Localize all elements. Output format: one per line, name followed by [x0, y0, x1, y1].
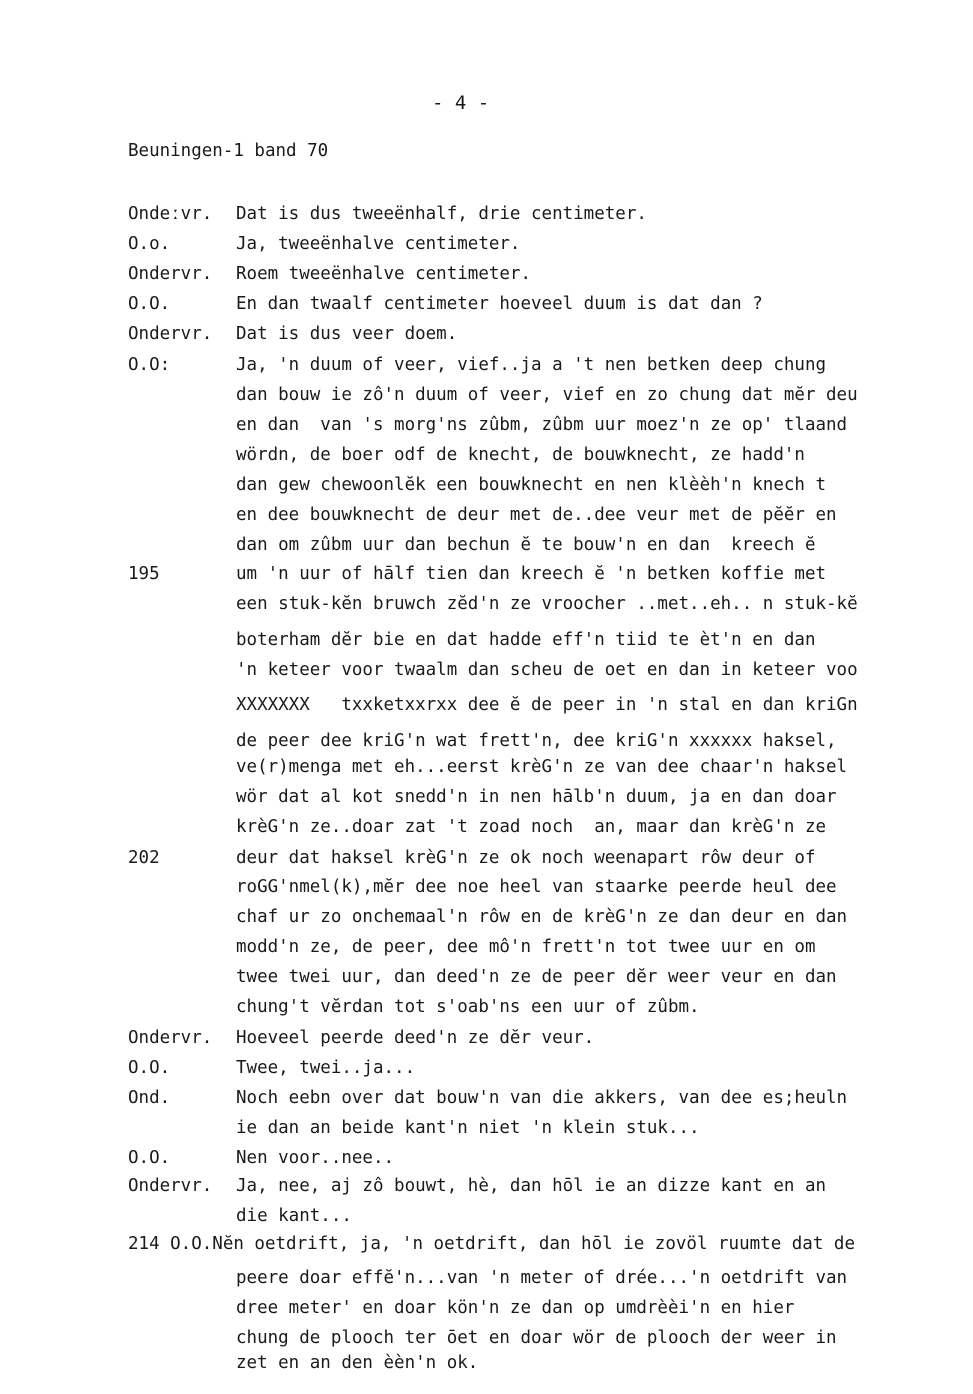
transcript-line: [0, 1231, 973, 1257]
line-text: chaf ur zo onchemaal'n rôw en de krèG'n ze dan deur en dan: [236, 907, 848, 927]
speaker-label: Ondervr.: [128, 1028, 213, 1048]
line-text: roGG'nmel(k),mĕr dee noe heel van staarke peerde heul dee: [236, 877, 837, 897]
line-text: wör dat al kot snedd'n in nen hālb'n duum, ja en dan doar: [236, 787, 837, 807]
line-text: dan gew chewoonlĕk een bouwknecht en nen klèèh'n knech t: [236, 475, 827, 495]
line-text: twee twei uur, dan deed'n ze de peer dĕr weer veur en dan: [236, 967, 837, 987]
transcript-line: [0, 352, 973, 378]
transcript-line: [0, 412, 973, 438]
speaker-label: O.o.: [128, 234, 171, 254]
line-text: wördn, de boer odf de knecht, de bouwknecht, ze hadd'n: [236, 445, 805, 465]
speaker-label: O.O.: [128, 294, 171, 314]
transcript-line: [0, 784, 973, 810]
line-text: dree meter' en doar kön'n ze dan op umdrèèi'n en hier: [236, 1298, 795, 1318]
transcript-line: [0, 1025, 973, 1051]
transcript-line: [0, 1203, 973, 1229]
transcript-line: [0, 532, 973, 558]
line-text: boterham dĕr bie en dat hadde eff'n tiid te èt'n en dan: [236, 630, 816, 650]
transcript-line: [0, 994, 973, 1020]
line-text: Dat is dus tweeënhalf, drie centimeter.: [236, 204, 647, 224]
line-text: Noch eebn over dat bouw'n van die akkers, van dee es;heuln: [236, 1088, 848, 1108]
line-text: krèG'n ze..doar zat 't zoad noch an, maar dan krèG'n ze: [236, 817, 827, 837]
transcript-line: [0, 1145, 973, 1171]
transcript-line: [0, 1055, 973, 1081]
transcript-line: [0, 291, 973, 317]
line-text: 'n keteer voor twaalm dan scheu de oet en dan in keteer voo: [236, 660, 858, 680]
line-text: die kant...: [236, 1206, 352, 1226]
line-text: ie dan an beide kant'n niet 'n klein stuk...: [236, 1118, 700, 1138]
transcript-line: [0, 1085, 973, 1111]
transcript-line: [0, 1265, 973, 1291]
line-text: ve(r)menga met eh...eerst krèG'n ze van dee chaar'n haksel: [236, 757, 848, 777]
transcript-line: [0, 591, 973, 617]
speaker-label: Ondervr.: [128, 1176, 213, 1196]
line-text: dan om zûbm uur dan bechun ĕ te bouw'n en dan kreech ĕ: [236, 535, 816, 555]
line-text: XXXXXXX txxketxxrxx dee ĕ de peer in 'n stal en dan kriGn: [236, 695, 858, 715]
line-text: Ja, 'n duum of veer, vief..ja a 't nen betken deep chung: [236, 355, 827, 375]
transcript-line: [0, 692, 973, 718]
line-text: Twee, twei..ja...: [236, 1058, 416, 1078]
line-text: dan bouw ie zô'n duum of veer, vief en zo chung dat mĕr deu: [236, 385, 858, 405]
transcript-line: [0, 657, 973, 683]
line-text: peere doar effĕ'n...van 'n meter of drée...'n oetdrift van: [236, 1268, 848, 1288]
speaker-label: Ondervr.: [128, 324, 213, 344]
line-text: en dan van 's morg'ns zûbm, zûbm uur moez'n ze op' tlaand: [236, 415, 848, 435]
transcript-line: [0, 382, 973, 408]
transcript-line: [0, 261, 973, 287]
transcript-line: [0, 1325, 973, 1351]
transcript-line: [0, 561, 973, 587]
speaker-label: 195: [128, 564, 160, 584]
transcript-line: [0, 934, 973, 960]
line-text: Roem tweeënhalve centimeter.: [236, 264, 532, 284]
transcript-line: [0, 231, 973, 257]
page-number: - 4 -: [432, 92, 490, 114]
transcript-line: [0, 1115, 973, 1141]
transcript-line: [0, 442, 973, 468]
transcript-line: [0, 964, 973, 990]
line-text: en dee bouwknecht de deur met de..dee veur met de pĕĕr en: [236, 505, 837, 525]
speaker-label: 202: [128, 848, 160, 868]
transcript-line: [0, 472, 973, 498]
line-text: Hoeveel peerde deed'n ze dĕr veur.: [236, 1028, 595, 1048]
transcript-line: [0, 627, 973, 653]
speaker-label: Ond.: [128, 1088, 171, 1108]
line-text: zet en an den èèn'n ok.: [236, 1353, 479, 1373]
speaker-label: Ondeːvr.: [128, 204, 213, 224]
transcript-line: [0, 728, 973, 754]
line-text: chung't vĕrdan tot s'oab'ns een uur of zûbm.: [236, 997, 700, 1017]
speaker-label: O.O.: [128, 1058, 171, 1078]
transcript-line: [0, 1295, 973, 1321]
line-text: 214 O.O.Nĕn oetdrift, ja, 'n oetdrift, dan hōl ie zovöl ruumte dat de: [128, 1234, 855, 1254]
line-text: Nen voor..nee..: [236, 1148, 395, 1168]
line-text: chung de plooch ter ōet en doar wör de plooch der weer in: [236, 1328, 837, 1348]
transcript-line: [0, 321, 973, 347]
transcript-line: [0, 874, 973, 900]
line-text: Ja, nee, aj zô bouwt, hè, dan hōl ie an dizze kant en an: [236, 1176, 827, 1196]
transcript-line: [0, 814, 973, 840]
transcript-line: [0, 1350, 973, 1376]
line-text: een stuk-kĕn bruwch zĕd'n ze vroocher ..met..eh.. n stuk-kĕ: [236, 594, 858, 614]
transcript-line: [0, 1173, 973, 1199]
speaker-label: O.O.: [128, 1148, 171, 1168]
line-text: Dat is dus veer doem.: [236, 324, 458, 344]
line-text: modd'n ze, de peer, dee mô'n frett'n tot twee uur en om: [236, 937, 816, 957]
document-header: Beuningen-1 band 70: [128, 141, 329, 161]
speaker-label: O.O:: [128, 355, 171, 375]
transcript-line: [0, 845, 973, 871]
transcript-line: [0, 904, 973, 930]
line-text: Ja, tweeënhalve centimeter.: [236, 234, 521, 254]
line-text: En dan twaalf centimeter hoeveel duum is dat dan ?: [236, 294, 763, 314]
line-text: um 'n uur of hālf tien dan kreech ĕ 'n betken koffie met: [236, 564, 827, 584]
speaker-label: Ondervr.: [128, 264, 213, 284]
line-text: deur dat haksel krèG'n ze ok noch weenapart rôw deur of: [236, 848, 816, 868]
transcript-line: [0, 754, 973, 780]
transcript-line: [0, 201, 973, 227]
line-text: de peer dee kriG'n wat frett'n, dee kriG'n xxxxxx haksel,: [236, 731, 837, 751]
transcript-line: [0, 502, 973, 528]
